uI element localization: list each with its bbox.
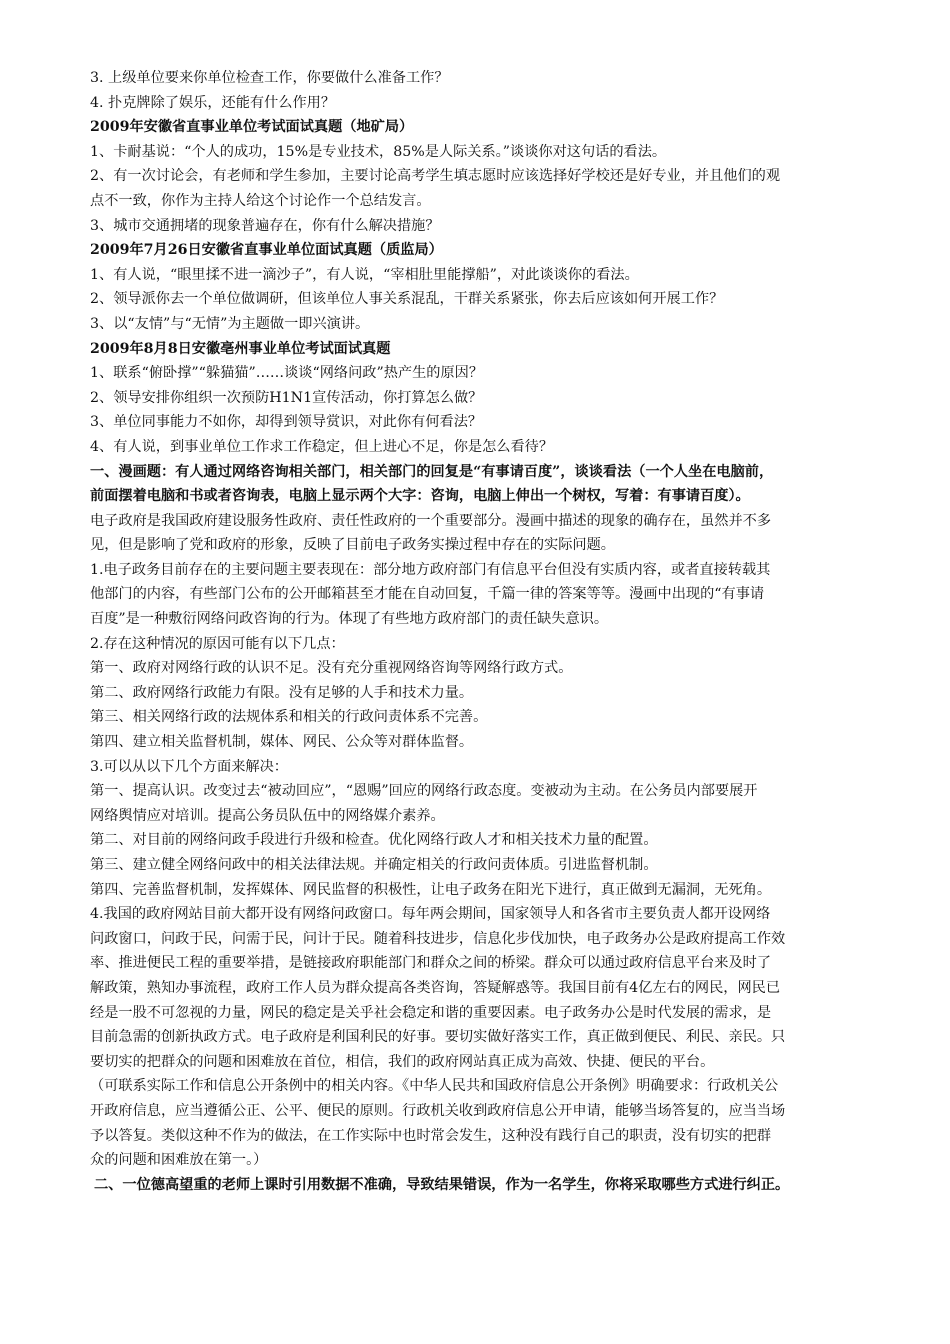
text-line: 1、有人说，“眼里揉不进一滴沙子”，有人说，“宰相肚里能撑船”，对此谈谈你的看法。: [90, 266, 639, 283]
text-line: 1、联系“俯卧撑”“躲猫猫”……谈谈“网络问政”热产生的原因？: [90, 365, 484, 382]
text-line: 目前急需的创新执政方式。电子政府是利国利民的好事。要切实做好落实工作，真正做到便民、利民、亲民。只: [90, 1029, 786, 1046]
text-line: 3、以“友情”与“无情”为主题做一即兴演讲。: [90, 315, 370, 332]
text-line: 2、有一次讨论会，有老师和学生参加，主要讨论高考学生填志愿时应该选择好学校还是好专业，并且他们的观: [90, 168, 781, 185]
text-line: 问政窗口，问政于民，问需于民，问计于民。随着科技进步，信息化步伐加快，电子政务办公是政府提高工作效: [90, 930, 786, 947]
document-page: [90, 66, 890, 1197]
text-line: 解政策，熟知办事流程，政府工作人员为群众提高各类咨询，答疑解惑等。我国目前有4亿左右的网民，网民已: [90, 979, 781, 996]
section-heading: 2009年安徽省直事业单位考试面试真题（地矿局）: [90, 119, 414, 136]
text-line: 1.电子政务目前存在的主要问题主要表现在：部分地方政府部门有信息平台但没有实质内容，或者直接转载其: [90, 561, 771, 578]
text-line: 3、单位同事能力不如你，却得到领导赏识，对此你有何看法？: [90, 414, 483, 431]
text-line: 点不一致，你作为主持人给这个讨论作一个总结发言。: [90, 192, 431, 209]
text-line: 见，但是影响了党和政府的形象，反映了目前电子政务实操过程中存在的实际问题。: [90, 537, 615, 554]
text-line: 百度”是一种敷衍网络问政咨询的行为。体现了有些地方政府部门的责任缺失意识。: [90, 611, 609, 628]
text-line: 第一、政府对网络行政的认识不足。没有充分重视网络咨询等网络行政方式。: [90, 660, 573, 677]
text-line: 第三、建立健全网络问政中的相关法律法规。并确定相关的行政问责体质。引进监督机制。: [90, 857, 658, 873]
question-heading: 二、一位德高望重的老师上课时引用数据不准确，导致结果错误，作为一名学生，你将采取哪些方式进行纠正。: [94, 1176, 790, 1193]
text-line: 2、领导安排你组织一次预防H1N1宣传活动，你打算怎么做？: [90, 389, 483, 406]
text-line: 众的问题和困难放在第一。）: [90, 1152, 268, 1169]
text-line: 第一、提高认识。改变过去“被动回应”，“恩赐”回应的网络行政态度。变被动为主动。在公务员内部要展开: [90, 783, 758, 800]
text-line: 2、领导派你去一个单位做调研，但该单位人事关系混乱，干群关系紧张，你去后应该如何开展工作？: [90, 291, 724, 308]
text-line: 第二、对目前的网络问政手段进行升级和检查。优化网络行政人才和相关技术力量的配置。: [90, 832, 658, 849]
text-line: 电子政府是我国政府建设服务性政府、责任性政府的一个重要部分。漫画中描述的现象的确存在，虽然并不多: [90, 512, 772, 529]
question-heading: 一、漫画题：有人通过网络咨询相关部门，相关部门的回复是“有事请百度”，谈谈看法（一个人坐在电脑前，: [90, 463, 774, 480]
text-line: 第四、建立相关监督机制，媒体、网民、公众等对群体监督。: [90, 734, 474, 751]
text-line: 他部门的内容，有些部门公布的公开邮箱甚至才能在自动回复，千篇一律的答案等等。漫画中出现的“有事请: [90, 586, 765, 603]
text-line: 2.存在这种情况的原因可能有以下几点：: [90, 635, 345, 652]
section-heading: 2009年8月8日安徽亳州事业单位考试面试真题: [90, 340, 391, 357]
text-line: 网络舆情应对培训。提高公务员队伍中的网络媒介素养。: [90, 807, 445, 824]
text-line: 第三、相关网络行政的法规体系和相关的行政问责体系不完善。: [90, 709, 488, 726]
text-line: 第四、完善监督机制，发挥媒体、网民监督的积极性，让电子政务在阳光下进行，真正做到无漏洞，无死角。: [90, 881, 772, 898]
section-heading: 2009年7月26日安徽省直事业单位面试真题（质监局）: [90, 242, 443, 259]
text-line: 3、城市交通拥堵的现象普遍存在，你有什么解决措施？: [90, 217, 440, 234]
text-line: 1、卡耐基说：“个人的成功，15%是专业技术，85%是人际关系。”谈谈你对这句话的看法。: [90, 143, 667, 160]
text-line: 开政府信息，应当遵循公正、公平、便民的原则。行政机关收到政府信息公开申请，能够当场答复的，应当当场: [90, 1102, 786, 1119]
question-heading: 前面摆着电脑和书或者咨询表，电脑上显示两个大字：咨询，电脑上伸出一个树权，写着：有事请百度）。: [90, 488, 750, 505]
text-line: 第二、政府网络行政能力有限。没有足够的人手和技术力量。: [90, 684, 474, 701]
text-line: 予以答复。类似这种不作为的做法，在工作实际中也时常会发生，这种没有践行自己的职责，没有切实的把群: [90, 1127, 772, 1144]
text-line: 4. 扑克牌除了娱乐，还能有什么作用？: [90, 94, 336, 111]
text-line: 4、有人说，到事业单位工作求工作稳定，但上进心不足，你是怎么看待？: [90, 438, 554, 455]
text-line: 3.可以从以下几个方面来解决：: [90, 758, 288, 775]
text-line: 率、推进便民工程的重要举措，是链接政府职能部门和群众之间的桥梁。群众可以通过政府信息平台来及时了: [90, 955, 772, 972]
text-line: （可联系实际工作和信息公开条例中的相关内容。《中华人民共和国政府信息公开条例》明确要求：行政机关公: [90, 1078, 779, 1095]
text-line: 经是一股不可忽视的力量，网民的稳定是关乎社会稳定和谐的重要因素。电子政务办公是时代发展的需求，是: [90, 1004, 772, 1021]
text-line: 4.我国的政府网站目前大都开设有网络问政窗口。每年两会期间，国家领导人和各省市主要负责人都开设网络: [90, 906, 771, 923]
text-line: 要切实的把群众的问题和困难放在首位，相信，我们的政府网站真正成为高效、快捷、便民的平台。: [90, 1053, 715, 1070]
text-line: 3. 上级单位要来你单位检查工作，你要做什么准备工作？: [90, 70, 449, 86]
